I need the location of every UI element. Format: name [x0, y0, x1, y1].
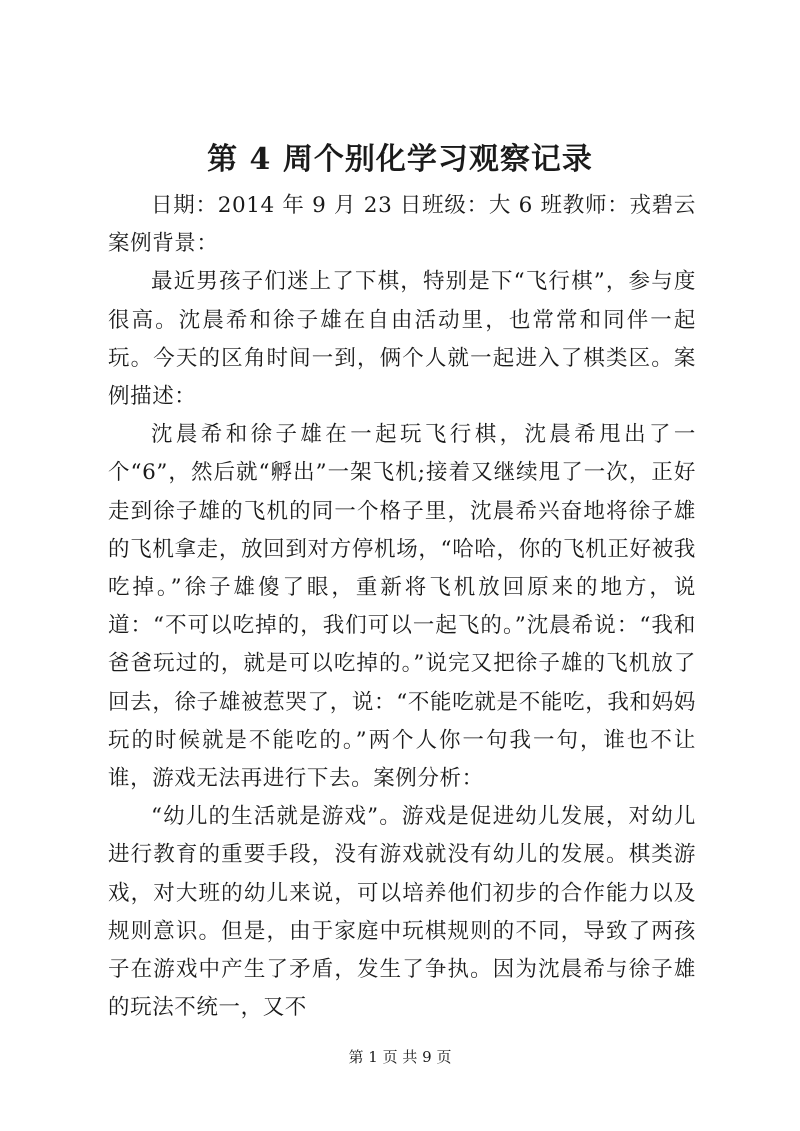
- paragraph-background: 最近男孩子们迷上了下棋，特别是下“飞行棋”，参与度很高。沈晨希和徐子雄在自由活动里，也常常和同伴一起玩。今天的区角时间一到，俩个人就一起进入了棋类区。案例描述：: [108, 269, 696, 410]
- paragraph-description: 沈晨希和徐子雄在一起玩飞行棋，沈晨希甩出了一个“6”，然后就“孵出”一架飞机;接着又继续甩了一次，正好走到徐子雄的飞机的同一个格子里，沈晨希兴奋地将徐子雄的飞机拿走，放回到对方停机场，“哈哈，你的飞机正好被我吃掉。”徐子雄傻了眼，重新将飞机放回原来的地方，说道：“不可以吃掉的，我们可以一起飞的。”沈晨希说：“我和爸爸玩过的，就是可以吃掉的。”说完又把徐子雄的飞机放了回去，徐子雄被惹哭了，说：“不能吃就是不能吃，我和妈妈玩的时候就是不能吃的。”两个人你一句我一句，谁也不让谁，游戏无法再进行下去。案例分析：: [108, 422, 696, 792]
- paragraph-analysis: “幼儿的生活就是游戏”。游戏是促进幼儿发展，对幼儿进行教育的重要手段，没有游戏就没有幼儿的发展。棋类游戏，对大班的幼儿来说，可以培养他们初步的合作能力以及规则意识。但是，由于家庭中玩棋规则的不同，导致了两孩子在游戏中产生了矛盾，发生了争执。因为沈晨希与徐子雄的玩法不统一，又不: [108, 804, 696, 1021]
- document-title: 第 4 周个别化学习观察记录: [207, 142, 593, 177]
- document-body: [108, 187, 696, 1027]
- paragraph-date-background: 日期：2014 年 9 月 23 日班级：大 6 班教师：戎碧云案例背景：: [108, 193, 696, 257]
- page-footer: 第 1 页 共 9 页: [348, 1048, 452, 1066]
